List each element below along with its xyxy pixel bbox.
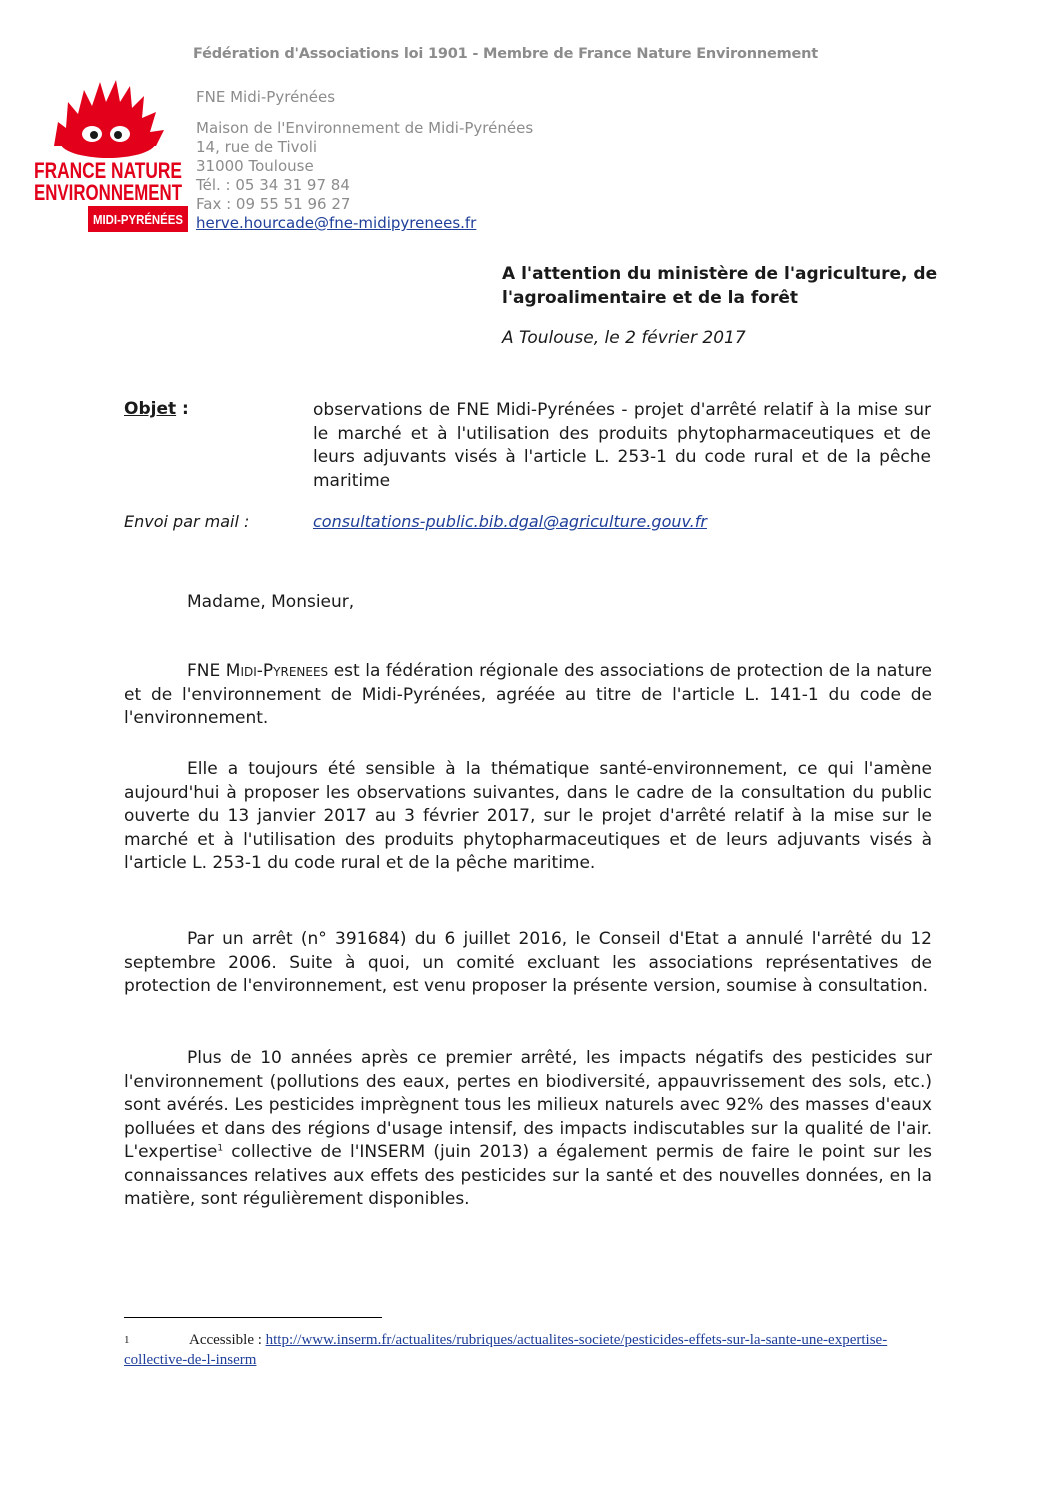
federation-line: Fédération d'Associations loi 1901 - Membre de France Nature Environnement xyxy=(193,46,819,62)
addressee-line: l'agroalimentaire et de la forêt xyxy=(502,288,798,308)
org-name-smallcaps: FNE Midi-Pyrenees xyxy=(187,661,329,681)
address-line: Maison de l'Environnement de Midi-Pyrénées xyxy=(196,119,534,137)
footnote xyxy=(124,1330,934,1370)
objet-label-text: Objet xyxy=(124,399,177,419)
envoi-email-link[interactable]: consultations-public.bib.dgal@agriculture.gouv.fr xyxy=(313,512,707,531)
fax-line: Fax : 09 55 51 96 27 xyxy=(196,195,351,213)
footnote-ref[interactable]: 1 xyxy=(217,1143,224,1154)
footnote-label: Accessible : xyxy=(189,1332,266,1348)
paragraph-text: est la fédération régionale des associations de protection de la nature et de l'environnement de Midi-Pyrénées, agréée au titre de l'article L. 141-1 du code de l'environnement. xyxy=(124,661,932,728)
paragraph-4 xyxy=(124,1047,932,1212)
paragraph-1 xyxy=(124,660,932,731)
addressee-line: A l'attention du ministère de l'agriculture, de xyxy=(502,264,938,284)
paragraph-2 xyxy=(124,758,932,876)
dateline: A Toulouse, le 2 février 2017 xyxy=(502,328,746,348)
fne-logo xyxy=(28,72,190,234)
logo-line1: FRANCE NATURE xyxy=(34,158,182,183)
objet-colon: : xyxy=(176,399,189,419)
envoi-label: Envoi par mail : xyxy=(124,512,250,531)
paragraph-text: Plus de 10 années après ce premier arrêté, les impacts négatifs des pesticides sur l'environnement (pollutions des eaux, pertes en biodiversité, appauvrissement des sols, etc.) sont avérés. Les pesticides imprègnent tous les milieux naturels avec 92% des masses d'eaux polluées et dans des régions d'usage intensif, des impacts indiscutables sur la qualité de l'air. L'expertise xyxy=(124,1048,932,1162)
objet-label xyxy=(124,399,189,419)
footnote-number: 1 xyxy=(124,1334,130,1346)
paragraph-3 xyxy=(124,928,932,999)
paragraph-text: Par un arrêt (n° 391684) du 6 juillet 2016, le Conseil d'Etat a annulé l'arrêté du 12 septembre 2006. Suite à quoi, un comité excluant les associations représentatives de protection de l'environnement, est venu proposer la présente version, soumise à consultation. xyxy=(124,929,932,996)
email-link[interactable]: herve.hourcade@fne-midipyrenees.fr xyxy=(196,214,477,232)
objet-text: observations de FNE Midi-Pyrénées - projet d'arrêté relatif à la mise sur le marché et à l'utilisation des produits phytopharmaceutiques et de leurs adjuvants visés à l'article L. 253-1 du code rural et de la pêche maritime xyxy=(313,400,931,491)
paragraph-text: Elle a toujours été sensible à la thématique santé-environnement, ce qui l'amène aujourd'hui à proposer les observations suivantes, dans le cadre de la consultation du public ouverte du 13 janvier 2017 au 3 février 2017, sur le projet d'arrêté relatif à la mise sur le marché et à l'utilisation des produits phytopharmaceutiques et de leurs adjuvants visés à l'article L. 253-1 du code rural et de la pêche maritime. xyxy=(124,759,932,873)
salutation: Madame, Monsieur, xyxy=(187,592,355,612)
logo-line2: ENVIRONNEMENT xyxy=(34,180,183,205)
phone-line: Tél. : 05 34 31 97 84 xyxy=(196,176,350,194)
addressee xyxy=(502,262,972,310)
logo-region: MIDI-PYRÉNÉES xyxy=(93,213,192,227)
address-line: 14, rue de Tivoli xyxy=(196,138,318,156)
hedgehog-logo-icon xyxy=(54,80,164,158)
footnote-url-link[interactable]: http://www.inserm.fr/actualites/rubriques/actualites-societe/pesticides-effets-sur-la-sante-une-expertise-collective-de-l-inserm xyxy=(124,1332,888,1368)
footnote-rule xyxy=(124,1317,382,1318)
org-name: FNE Midi-Pyrénées xyxy=(196,88,336,106)
address-line: 31000 Toulouse xyxy=(196,157,314,175)
paragraph-text: collective de l'INSERM (juin 2013) a également permis de faire le point sur les connaissances relatives aux effets des pesticides sur la santé et des nouvelles données, en la matière, sont régulièrement disponibles. xyxy=(124,1142,932,1209)
contact-block xyxy=(196,88,533,233)
